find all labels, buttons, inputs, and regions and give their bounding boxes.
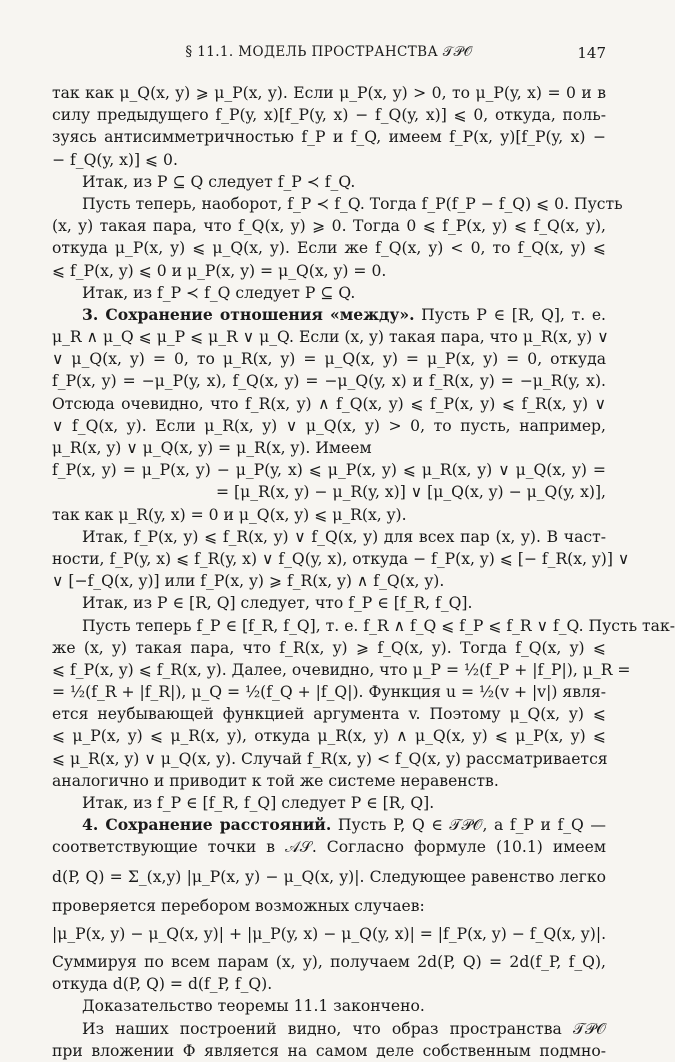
text-fragment: Пусть P ∈ [R, Q], т. е. [414, 305, 607, 324]
section-4-heading: 4. Сохранение расстояний. [82, 815, 332, 835]
text-line: откуда d(P, Q) = d(f_P, f_Q). [52, 975, 273, 994]
text-line: Из наших построений видно, что образ пространства 𝒯𝒫𝒪 [82, 1019, 606, 1038]
page-number: 147 [577, 44, 606, 62]
text-line: Суммируя по всем парам (x, y), получаем 2d(P, Q) = 2d(f_P, f_Q), [52, 952, 606, 971]
formula-line: f_P(x, y) = μ_P(x, y) − μ_P(y, x) ⩽ μ_P(x, y) ⩽ μ_R(x, y) ∨ μ_Q(x, y) = [52, 461, 606, 480]
text-line: Доказательство теоремы 11.1 закончено. [82, 997, 425, 1016]
text-line: − f_Q(y, x)] ⩽ 0. [52, 150, 178, 169]
text-line: μ_R(x, y) ∨ μ_Q(x, y) = μ_R(x, y). Имеем [52, 439, 372, 457]
text-line: соответствующие точки в 𝒜𝒮. Согласно формуле (10.1) имеем [52, 838, 606, 857]
text-line: Итак, из P ⊆ Q следует f_P ≺ f_Q. [82, 172, 356, 191]
running-head [52, 44, 606, 66]
text-line: ⩽ μ_P(x, y) ⩽ μ_R(x, y), откуда μ_R(x, y) ∧ μ_Q(x, y) ⩽ μ_P(x, y) ⩽ [52, 727, 606, 746]
text-line: Итак, из P ∈ [R, Q] следует, что f_P ∈ [f_R, f_Q]. [82, 594, 473, 613]
text-line: силу предыдущего f_P(y, x)[f_P(y, x) − f_Q(y, x)] ⩽ 0, откуда, поль- [52, 106, 606, 125]
text-line: же (x, y) такая пара, что f_R(x, y) ⩾ f_Q(x, y). Тогда f_Q(x, y) ⩽ [52, 638, 606, 657]
text-line: ⩽ μ_R(x, y) ∨ μ_Q(x, y). Случай f_R(x, y) < f_Q(x, y) рассматривается [52, 749, 608, 768]
running-head-title: § 11.1. МОДЕЛЬ ПРОСТРАНСТВА 𝒯𝒫𝒪 [185, 44, 473, 60]
section-heading-line [52, 304, 606, 326]
text-line: = ½(f_R + |f_R|), μ_Q = ½(f_Q + |f_Q|). Функция u = ½(v + |v|) явля- [52, 683, 607, 702]
text-line: при вложении Φ является на самом деле собственным подмно- [52, 1041, 606, 1060]
text-line: Отсюда очевидно, что f_R(x, y) ∧ f_Q(x, y) ⩽ f_P(x, y) ⩽ f_R(x, y) ∨ [52, 394, 606, 413]
text-line: Пусть теперь f_P ∈ [f_R, f_Q], т. е. f_R ∧ f_Q ⩽ f_P ⩽ f_R ∨ f_Q. Пусть так- [82, 616, 675, 635]
section-3-heading: 3. Сохранение отношения «между». [82, 304, 415, 324]
text-line: ⩽ f_P(x, y) ⩽ 0 и μ_P(x, y) = μ_Q(x, y) = 0. [52, 261, 387, 280]
text-line: проверяется перебором возможных случаев: [52, 896, 425, 915]
text-line: ∨ [−f_Q(x, y)] или f_P(x, y) ⩾ f_R(x, y) ∧ f_Q(x, y). [52, 572, 445, 591]
page-body [52, 82, 675, 1062]
formula-line: d(P, Q) = Σ_(x,y) |μ_P(x, y) − μ_Q(x, y)|. Следующее равенство легко [52, 867, 606, 886]
text-line: Пусть теперь, наоборот, f_P ≺ f_Q. Тогда f_P(f_P − f_Q) ⩽ 0. Пусть [82, 194, 623, 213]
text-fragment: Пусть P, Q ∈ 𝒯𝒫𝒪, а f_P и f_Q — [331, 816, 606, 835]
text-line: зуясь антисимметричностью f_P и f_Q, имеем f_P(x, y)[f_P(y, x) − [52, 128, 606, 147]
text-line: Итак, f_P(x, y) ⩽ f_R(x, y) ∨ f_Q(x, y) для всех пар (x, y). В част- [82, 527, 606, 546]
text-line: ∨ f_Q(x, y). Если μ_R(x, y) ∨ μ_Q(x, y) > 0, то пусть, например, [52, 416, 606, 435]
text-line: Итак, из f_P ≺ f_Q следует P ⊆ Q. [82, 283, 356, 302]
text-line: так как μ_Q(x, y) ⩾ μ_P(x, y). Если μ_P(x, y) > 0, то μ_P(y, x) = 0 и в [52, 84, 606, 102]
text-line: Итак, из f_P ∈ [f_R, f_Q] следует P ∈ [R, Q]. [82, 794, 435, 812]
text-line: (x, y) такая пара, что f_Q(x, y) ⩾ 0. Тогда 0 ⩽ f_P(x, y) ⩽ f_Q(x, y), [52, 217, 606, 236]
formula-line: = [μ_R(x, y) − μ_R(y, x)] ∨ [μ_Q(x, y) − μ_Q(y, x)], [216, 483, 606, 502]
section-heading-line [52, 814, 606, 836]
text-line: ности, f_P(y, x) ⩽ f_R(y, x) ∨ f_Q(y, x), откуда − f_P(x, y) ⩽ [− f_R(x, y)] ∨ [52, 549, 630, 568]
text-line: аналогично и приводит к той же системе неравенств. [52, 771, 499, 790]
text-line: ется неубывающей функцией аргумента v. Поэтому μ_Q(x, y) ⩽ [52, 705, 606, 724]
text-line: так как μ_R(y, x) = 0 и μ_Q(x, y) ⩽ μ_R(x, y). [52, 505, 407, 524]
text-line: ⩽ f_P(x, y) ⩽ f_R(x, y). Далее, очевидно, что μ_P = ½(f_P + |f_P|), μ_R = [52, 660, 631, 679]
text-line: откуда μ_P(x, y) ⩽ μ_Q(x, y). Если же f_Q(x, y) < 0, то f_Q(x, y) ⩽ [52, 239, 606, 258]
text-line: μ_R ∧ μ_Q ⩽ μ_P ⩽ μ_R ∨ μ_Q. Если (x, y) такая пара, что μ_R(x, y) ∨ [52, 328, 609, 347]
text-line: f_P(x, y) = −μ_P(y, x), f_Q(x, y) = −μ_Q(y, x) и f_R(x, y) = −μ_R(y, x). [52, 372, 606, 391]
formula-line: |μ_P(x, y) − μ_Q(x, y)| + |μ_P(y, x) − μ_Q(y, x)| = |f_P(x, y) − f_Q(x, y)|. [52, 924, 607, 943]
text-line: ∨ μ_Q(x, y) = 0, то μ_R(x, y) = μ_Q(x, y) = μ_P(x, y) = 0, откуда [52, 350, 606, 369]
